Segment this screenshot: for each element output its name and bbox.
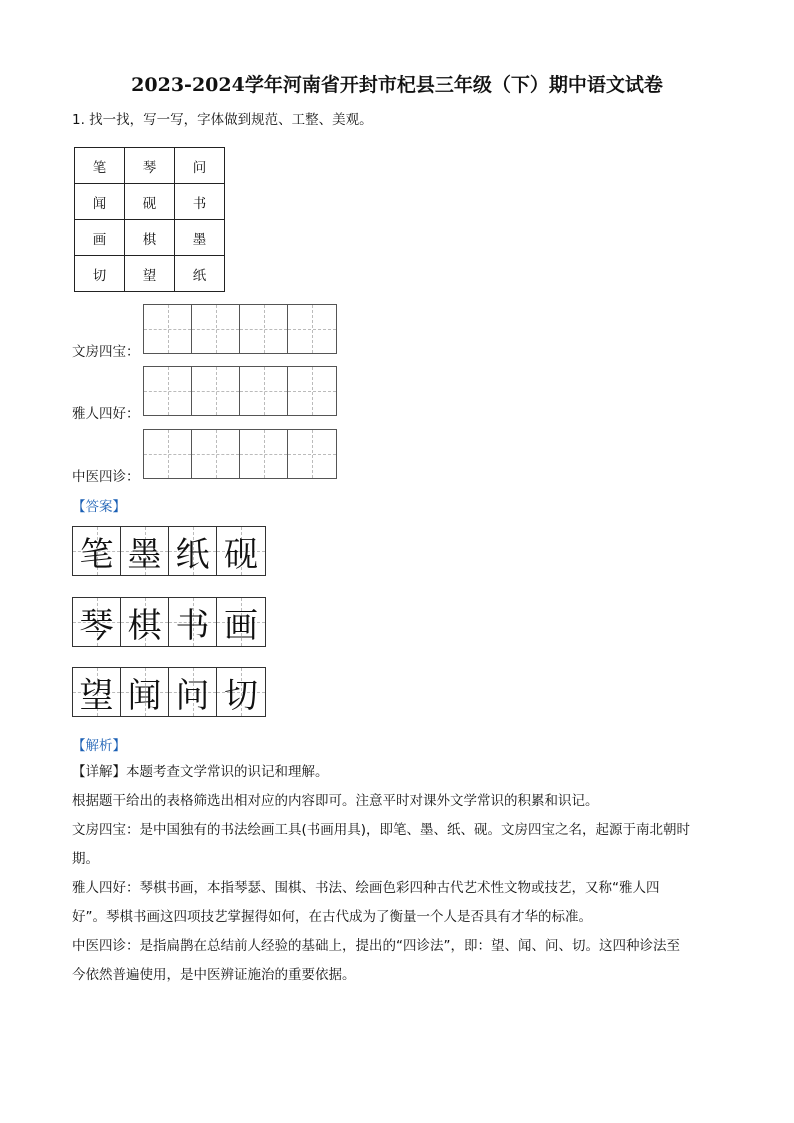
- grid-cell: 棋: [125, 220, 175, 256]
- answer-row-zhongyi: [72, 667, 266, 717]
- analysis-line: 好”。琴棋书画这四项技艺掌握得如何，在古代成为了衡量一个人是否具有才华的标准。: [72, 909, 592, 925]
- answer-cell: 书: [169, 598, 217, 646]
- analysis-line: 今依然普遍使用，是中医辨证施治的重要依据。: [72, 967, 356, 983]
- writing-cell[interactable]: [144, 305, 192, 353]
- grid-cell: 闻: [75, 184, 125, 220]
- grid-cell: 砚: [125, 184, 175, 220]
- answer-cell: 棋: [121, 598, 169, 646]
- writing-cell[interactable]: [192, 367, 240, 415]
- answer-cell: 琴: [73, 598, 121, 646]
- grid-cell: 纸: [175, 256, 225, 292]
- grid-cell: 切: [75, 256, 125, 292]
- writing-cell[interactable]: [240, 367, 288, 415]
- answer-heading: 【答案】: [72, 499, 126, 515]
- answer-cell: 纸: [169, 527, 217, 575]
- analysis-line: 雅人四好：琴棋书画，本指琴瑟、围棋、书法、绘画色彩四种古代艺术性文物或技艺，又称“雅人四: [72, 880, 660, 896]
- writing-cell[interactable]: [192, 305, 240, 353]
- grid-cell: 笔: [75, 148, 125, 184]
- answer-row-yaren: [72, 597, 266, 647]
- answer-cell: 画: [217, 598, 265, 646]
- writing-cell[interactable]: [288, 305, 336, 353]
- row-label-zhongyi: 中医四诊：: [72, 469, 140, 485]
- answer-cell: 闻: [121, 668, 169, 716]
- answer-cell: 砚: [217, 527, 265, 575]
- grid-cell: 琴: [125, 148, 175, 184]
- question-text: 1. 找一找，写一写，字体做到规范、工整、美观。: [72, 112, 373, 128]
- answer-cell: 笔: [73, 527, 121, 575]
- writing-cell[interactable]: [288, 367, 336, 415]
- analysis-line: 根据题干给出的表格筛选出相对应的内容即可。注意平时对课外文学常识的积累和识记。: [72, 793, 599, 809]
- analysis-heading: 【解析】: [72, 738, 126, 754]
- analysis-line: 期。: [72, 851, 99, 867]
- page-title: 2023-2024学年河南省开封市杞县三年级（下）期中语文试卷: [131, 74, 663, 96]
- grid-cell: 画: [75, 220, 125, 256]
- row-label-yaren: 雅人四好：: [72, 406, 140, 422]
- grid-cell: 问: [175, 148, 225, 184]
- table-row: [75, 256, 225, 292]
- table-row: [75, 220, 225, 256]
- writing-grid-wenfang[interactable]: [143, 304, 337, 354]
- analysis-line: 中医四诊：是指扁鹊在总结前人经验的基础上，提出的“四诊法”，即：望、闻、问、切。这四种诊法至: [72, 938, 680, 954]
- writing-cell[interactable]: [192, 430, 240, 478]
- writing-grid-yaren[interactable]: [143, 366, 337, 416]
- answer-cell: 问: [169, 668, 217, 716]
- row-label-wenfang: 文房四宝：: [72, 344, 140, 360]
- writing-cell[interactable]: [240, 305, 288, 353]
- grid-cell: 书: [175, 184, 225, 220]
- analysis-line: 【详解】本题考查文学常识的识记和理解。: [72, 764, 329, 780]
- answer-cell: 墨: [121, 527, 169, 575]
- writing-cell[interactable]: [288, 430, 336, 478]
- writing-cell[interactable]: [144, 430, 192, 478]
- analysis-body: [72, 758, 722, 990]
- answer-cell: 望: [73, 668, 121, 716]
- grid-cell: 望: [125, 256, 175, 292]
- table-row: [75, 184, 225, 220]
- character-grid: [74, 147, 225, 292]
- grid-cell: 墨: [175, 220, 225, 256]
- answer-row-wenfang: [72, 526, 266, 576]
- writing-grid-zhongyi[interactable]: [143, 429, 337, 479]
- table-row: [75, 148, 225, 184]
- writing-cell[interactable]: [144, 367, 192, 415]
- answer-cell: 切: [217, 668, 265, 716]
- writing-cell[interactable]: [240, 430, 288, 478]
- analysis-line: 文房四宝：是中国独有的书法绘画工具(书画用具)，即笔、墨、纸、砚。文房四宝之名，起源于南北朝时: [72, 822, 691, 838]
